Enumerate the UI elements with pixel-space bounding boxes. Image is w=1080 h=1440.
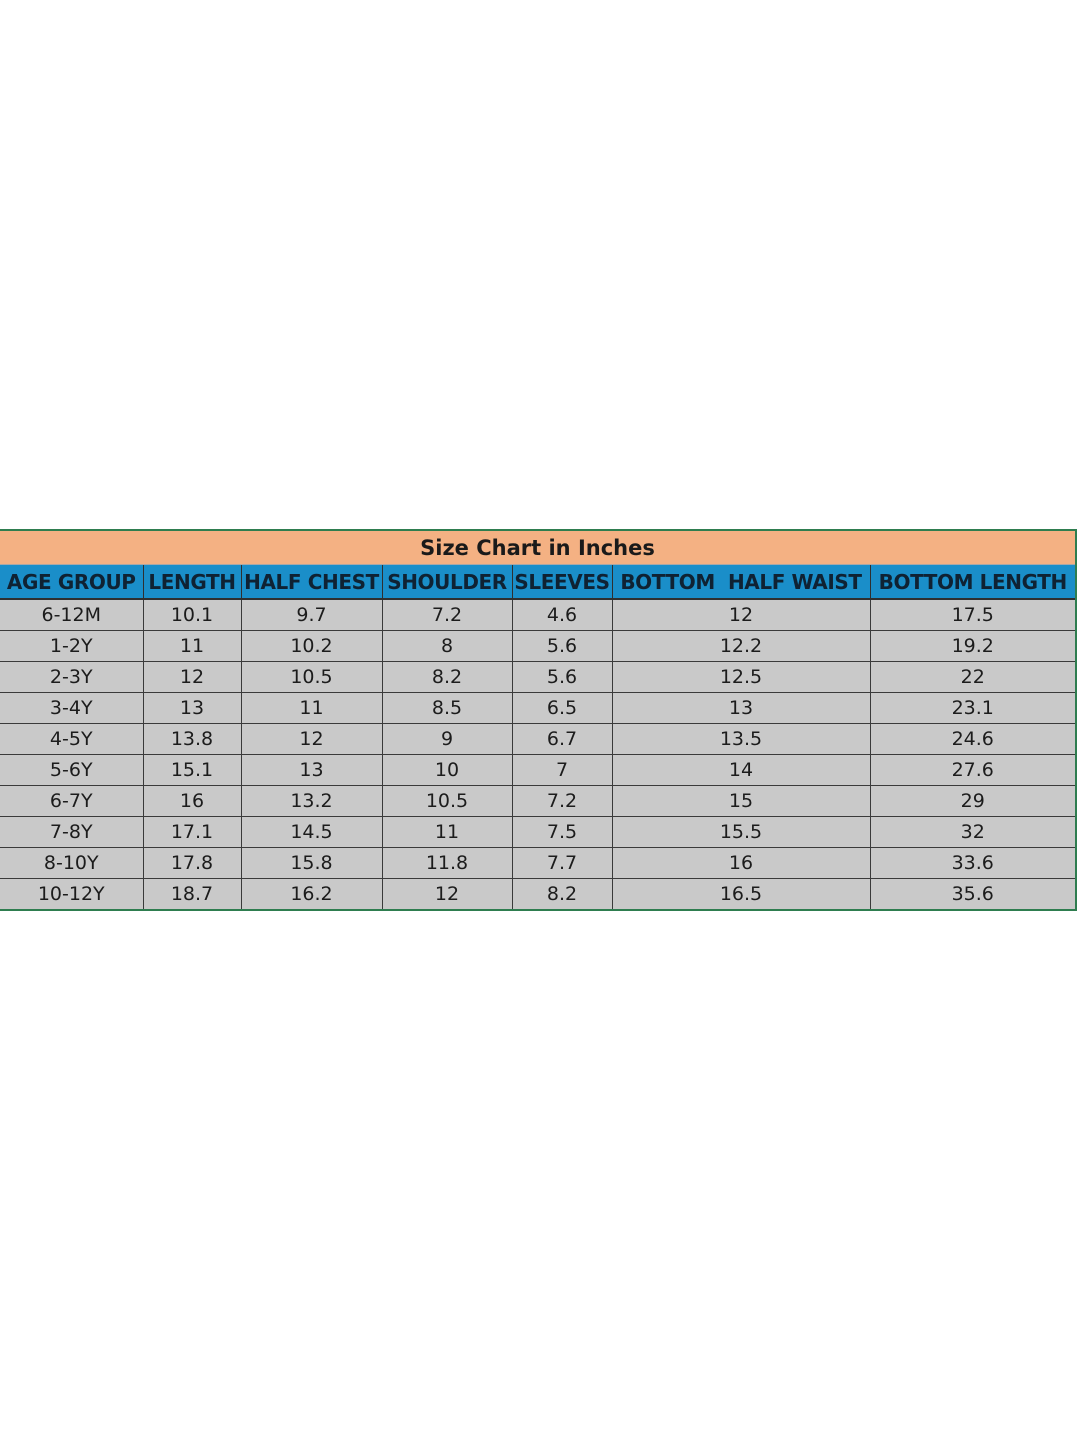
table-cell: 7.2 — [512, 786, 612, 817]
table-cell: 10 — [382, 755, 512, 786]
table-cell: 12 — [382, 879, 512, 910]
table-cell: 15.1 — [143, 755, 241, 786]
table-cell: 35.6 — [870, 879, 1075, 910]
table-cell: 9 — [382, 724, 512, 755]
table-cell: 7-8Y — [0, 817, 143, 848]
table-row — [0, 848, 1075, 879]
table-cell: 7.2 — [382, 599, 512, 631]
table-cell: 6-12M — [0, 599, 143, 631]
table-cell: 11 — [143, 631, 241, 662]
column-header-bottom-half-waist: BOTTOM HALF WAIST — [612, 565, 870, 599]
size-table — [0, 565, 1075, 909]
column-header-length: LENGTH — [143, 565, 241, 599]
table-cell: 14.5 — [241, 817, 382, 848]
header-row — [0, 565, 1075, 599]
table-cell: 12.2 — [612, 631, 870, 662]
table-cell: 10.5 — [241, 662, 382, 693]
table-cell: 5.6 — [512, 662, 612, 693]
table-cell: 16.5 — [612, 879, 870, 910]
table-cell: 5-6Y — [0, 755, 143, 786]
table-cell: 16 — [143, 786, 241, 817]
column-header-shoulder: SHOULDER — [382, 565, 512, 599]
table-cell: 4.6 — [512, 599, 612, 631]
table-cell: 4-5Y — [0, 724, 143, 755]
table-cell: 12 — [612, 599, 870, 631]
table-cell: 6.7 — [512, 724, 612, 755]
table-cell: 7.7 — [512, 848, 612, 879]
table-cell: 33.6 — [870, 848, 1075, 879]
table-cell: 13.2 — [241, 786, 382, 817]
table-row — [0, 631, 1075, 662]
table-cell: 6.5 — [512, 693, 612, 724]
table-cell: 10.2 — [241, 631, 382, 662]
table-cell: 13 — [612, 693, 870, 724]
table-row — [0, 662, 1075, 693]
table-cell: 2-3Y — [0, 662, 143, 693]
table-cell: 17.8 — [143, 848, 241, 879]
table-cell: 27.6 — [870, 755, 1075, 786]
table-cell: 15.5 — [612, 817, 870, 848]
table-cell: 11 — [382, 817, 512, 848]
table-cell: 7.5 — [512, 817, 612, 848]
table-row — [0, 693, 1075, 724]
table-cell: 13 — [143, 693, 241, 724]
table-cell: 13.5 — [612, 724, 870, 755]
table-cell: 22 — [870, 662, 1075, 693]
table-cell: 10.5 — [382, 786, 512, 817]
table-row — [0, 724, 1075, 755]
column-header-bottom-length: BOTTOM LENGTH — [870, 565, 1075, 599]
table-cell: 14 — [612, 755, 870, 786]
table-cell: 15 — [612, 786, 870, 817]
table-cell: 12 — [241, 724, 382, 755]
chart-title: Size Chart in Inches — [0, 531, 1075, 565]
table-cell: 8 — [382, 631, 512, 662]
table-cell: 3-4Y — [0, 693, 143, 724]
column-header-age-group: AGE GROUP — [0, 565, 143, 599]
table-cell: 11 — [241, 693, 382, 724]
column-header-sleeves: SLEEVES — [512, 565, 612, 599]
table-cell: 15.8 — [241, 848, 382, 879]
table-cell: 8.2 — [512, 879, 612, 910]
table-cell: 12 — [143, 662, 241, 693]
table-cell: 16.2 — [241, 879, 382, 910]
table-cell: 7 — [512, 755, 612, 786]
table-cell: 8-10Y — [0, 848, 143, 879]
table-cell: 17.1 — [143, 817, 241, 848]
table-row — [0, 879, 1075, 910]
table-cell: 1-2Y — [0, 631, 143, 662]
table-row — [0, 817, 1075, 848]
table-cell: 17.5 — [870, 599, 1075, 631]
table-cell: 12.5 — [612, 662, 870, 693]
table-cell: 13.8 — [143, 724, 241, 755]
table-cell: 18.7 — [143, 879, 241, 910]
table-cell: 8.5 — [382, 693, 512, 724]
table-cell: 8.2 — [382, 662, 512, 693]
table-body — [0, 599, 1075, 909]
table-cell: 11.8 — [382, 848, 512, 879]
table-row — [0, 755, 1075, 786]
table-cell: 29 — [870, 786, 1075, 817]
table-cell: 5.6 — [512, 631, 612, 662]
table-cell: 6-7Y — [0, 786, 143, 817]
table-cell: 16 — [612, 848, 870, 879]
table-cell: 24.6 — [870, 724, 1075, 755]
table-cell: 23.1 — [870, 693, 1075, 724]
table-cell: 13 — [241, 755, 382, 786]
table-cell: 10.1 — [143, 599, 241, 631]
column-header-half-chest: HALF CHEST — [241, 565, 382, 599]
table-cell: 19.2 — [870, 631, 1075, 662]
table-cell: 10-12Y — [0, 879, 143, 910]
table-row — [0, 786, 1075, 817]
table-cell: 9.7 — [241, 599, 382, 631]
size-chart — [0, 529, 1077, 911]
table-cell: 32 — [870, 817, 1075, 848]
table-row — [0, 599, 1075, 631]
